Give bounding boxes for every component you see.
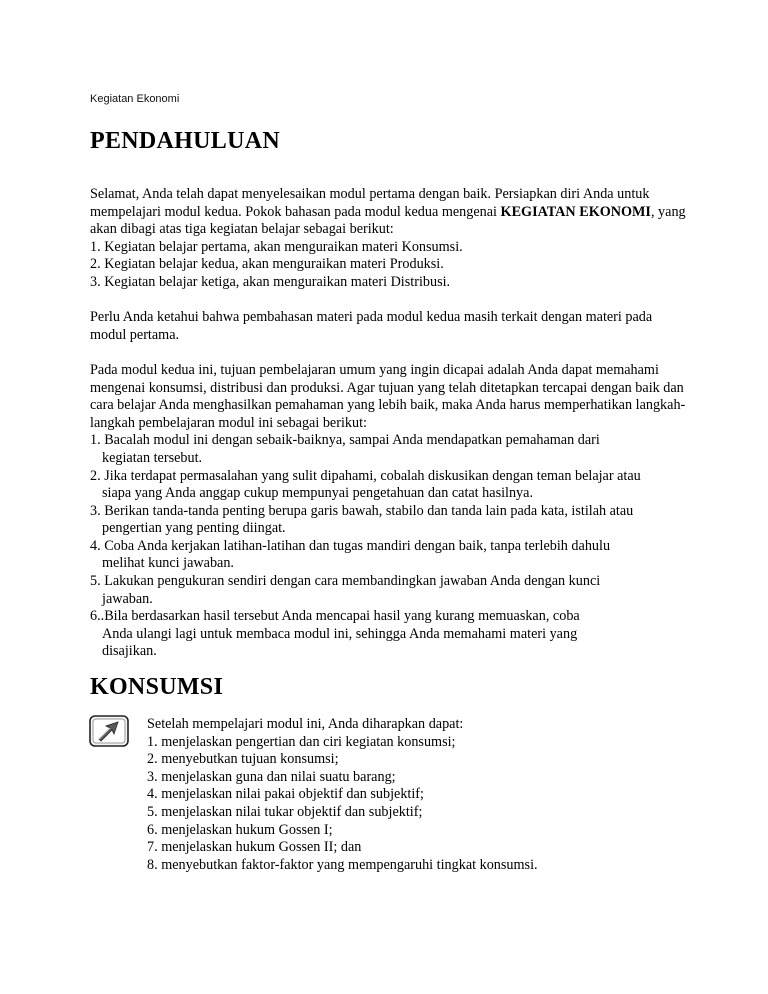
step-item-cont: pengertian yang penting diingat.: [102, 520, 286, 537]
activity-item: 3. Kegiatan belajar ketiga, akan menguraikan materi Distribusi.: [90, 273, 451, 290]
activity-item: 1. Kegiatan belajar pertama, akan menguraikan materi Konsumsi.: [90, 238, 463, 255]
step-item: 3. Berikan tanda-tanda penting berupa garis bawah, stabilo dan tanda lain pada kata, istilah atau: [90, 502, 634, 519]
intro-text: Selamat, Anda telah dapat menyelesaikan modul pertama dengan baik. Persiapkan diri Anda untuk mempelajari modul kedua. Pokok bahasan pada modul kedua mengenai: [90, 186, 650, 220]
intro-paragraph: [90, 186, 690, 239]
intro-body: [90, 186, 690, 661]
objective-item: 8. menyebutkan faktor-faktor yang mempengaruhi tingkat konsumsi.: [147, 856, 538, 873]
arrow-icon: [89, 715, 129, 747]
step-item: 6..Bila berdasarkan hasil tersebut Anda mencapai hasil yang kurang memuaskan, coba: [90, 608, 580, 625]
step-item: 5. Lakukan pengukuran sendiri dengan cara membandingkan jawaban Anda dengan kunci: [90, 573, 601, 590]
objective-item: 7. menjelaskan hukum Gossen II; dan: [147, 839, 362, 856]
objective-item: 5. menjelaskan nilai tukar objektif dan subjektif;: [147, 803, 423, 820]
step-item-cont: disajikan.: [102, 643, 157, 660]
step-item-cont: melihat kunci jawaban.: [102, 555, 234, 572]
note-paragraph: Perlu Anda ketahui bahwa pembahasan materi pada modul kedua masih terkait dengan materi pada modul pertama.: [90, 309, 653, 343]
goal-paragraph: Pada modul kedua ini, tujuan pembelajaran umum yang ingin dicapai adalah Anda dapat memahami mengenai konsumsi, distribusi dan produksi. Agar tujuan yang telah ditetapkan tercapai dengan baik dan cara belajar Anda menghasilkan pemahaman yang lebih baik, maka Anda harus memperhatikan langkah-langkah pembelajaran modul ini sebagai berikut:: [90, 361, 686, 431]
step-item: 1. Bacalah modul ini dengan sebaik-baiknya, sampai Anda mendapatkan pemahaman dari: [90, 432, 600, 449]
objectives-lead: Setelah mempelajari modul ini, Anda diharapkan dapat:: [147, 716, 464, 732]
objective-item: 1. menjelaskan pengertian dan ciri kegiatan konsumsi;: [147, 733, 456, 750]
section-heading-pendahuluan: PENDAHULUAN: [90, 128, 280, 154]
step-item-cont: jawaban.: [102, 590, 153, 607]
objective-item: 6. menjelaskan hukum Gossen I;: [147, 821, 333, 838]
objective-item: 3. menjelaskan guna dan nilai suatu barang;: [147, 768, 396, 785]
step-item: 2. Jika terdapat permasalahan yang sulit dipahami, cobalah diskusikan dengan teman belajar atau: [90, 467, 641, 484]
objective-item: 2. menyebutkan tujuan konsumsi;: [147, 751, 339, 768]
intro-bold-term: KEGIATAN EKONOMI: [500, 203, 651, 220]
step-list: [90, 432, 690, 661]
step-item-cont: Anda ulangi lagi untuk membaca modul ini, sehingga Anda memahami materi yang: [102, 625, 578, 642]
running-header: Kegiatan Ekonomi: [90, 93, 180, 105]
step-item: 4. Coba Anda kerjakan latihan-latihan dan tugas mandiri dengan baik, tanpa terlebih dahulu: [90, 537, 611, 554]
activity-item: 2. Kegiatan belajar kedua, akan menguraikan materi Produksi.: [90, 256, 444, 273]
step-item-cont: kegiatan tersebut.: [102, 449, 203, 466]
objectives-block: [147, 716, 707, 874]
objective-item: 4. menjelaskan nilai pakai objektif dan subjektif;: [147, 786, 424, 803]
intro-text-end: , yang akan dibagi atas tiga kegiatan belajar sebagai berikut:: [90, 203, 686, 238]
section-heading-konsumsi: KONSUMSI: [90, 674, 224, 700]
step-item-cont: siapa yang Anda anggap cukup mempunyai pengetahuan dan catat hasilnya.: [102, 485, 534, 502]
